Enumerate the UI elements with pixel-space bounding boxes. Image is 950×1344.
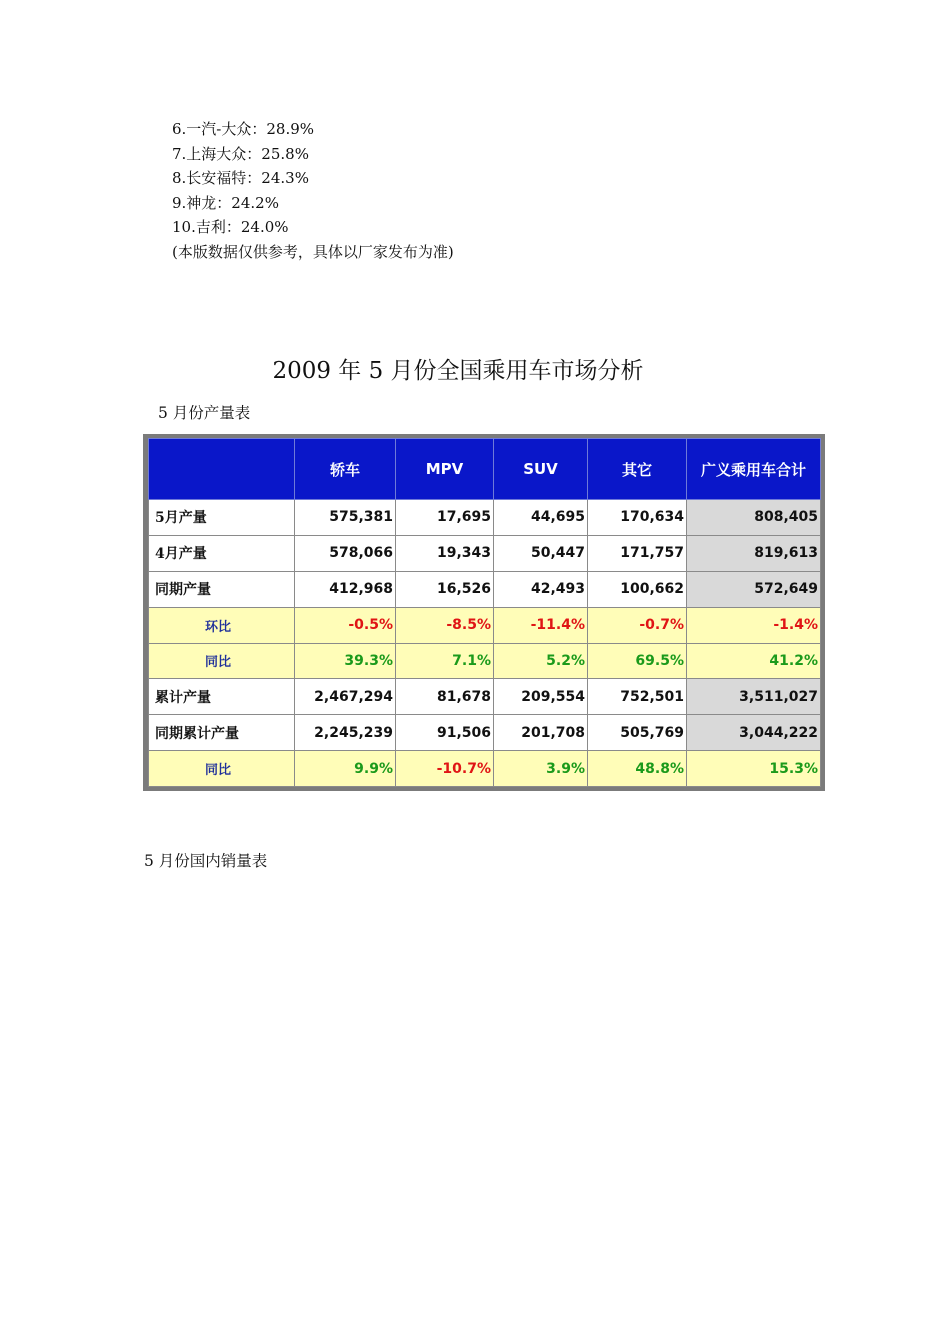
table-row [149, 607, 821, 643]
production-table-frame [143, 434, 825, 791]
table-cell: -0.5% [295, 607, 396, 643]
production-table [148, 438, 821, 787]
table-cell: 7.1% [396, 643, 494, 679]
row-label: 同比 [149, 751, 295, 787]
row-label: 5月产量 [149, 500, 295, 536]
table-cell: 50,447 [494, 535, 588, 571]
sales-table-caption: 5 月份国内销量表 [144, 852, 268, 870]
table-cell: 412,968 [295, 571, 396, 607]
table-cell: 3.9% [494, 751, 588, 787]
table-cell: -10.7% [396, 751, 494, 787]
table-cell: 572,649 [687, 571, 821, 607]
table-cell: 15.3% [687, 751, 821, 787]
table-row [149, 535, 821, 571]
row-label: 累计产量 [149, 679, 295, 715]
table-cell: 201,708 [494, 715, 588, 751]
header-sedan: 轿车 [295, 439, 396, 500]
table-row [149, 643, 821, 679]
table-cell: 808,405 [687, 500, 821, 536]
production-table-caption: 5 月份产量表 [158, 404, 251, 422]
table-cell: -11.4% [494, 607, 588, 643]
table-cell: 69.5% [588, 643, 687, 679]
table-cell: 48.8% [588, 751, 687, 787]
table-cell: 39.3% [295, 643, 396, 679]
ranking-list [172, 117, 454, 265]
table-cell: 17,695 [396, 500, 494, 536]
table-cell: 209,554 [494, 679, 588, 715]
table-cell: 16,526 [396, 571, 494, 607]
table-cell: 42,493 [494, 571, 588, 607]
table-cell: 578,066 [295, 535, 396, 571]
table-header-row [149, 439, 821, 500]
row-label: 环比 [149, 607, 295, 643]
table-cell: 19,343 [396, 535, 494, 571]
header-corner [149, 439, 295, 500]
ranking-item: 8.长安福特：24.3% [172, 169, 309, 188]
table-cell: 5.2% [494, 643, 588, 679]
table-cell: -0.7% [588, 607, 687, 643]
table-cell: 81,678 [396, 679, 494, 715]
table-cell: 2,245,239 [295, 715, 396, 751]
table-cell: 3,511,027 [687, 679, 821, 715]
table-cell: 575,381 [295, 500, 396, 536]
table-cell: 171,757 [588, 535, 687, 571]
table-row [149, 679, 821, 715]
header-other: 其它 [588, 439, 687, 500]
ranking-item: 7.上海大众：25.8% [172, 144, 309, 163]
table-cell: 91,506 [396, 715, 494, 751]
row-label: 同期累计产量 [149, 715, 295, 751]
header-total: 广义乘用车合计 [687, 439, 821, 500]
disclaimer: (本版数据仅供参考，具体以厂家发布为准) [172, 242, 454, 261]
ranking-item: 10.吉利：24.0% [172, 218, 289, 237]
page-title: 2009 年 5 月份全国乘用车市场分析 [272, 358, 644, 384]
table-cell: 44,695 [494, 500, 588, 536]
row-label: 同比 [149, 643, 295, 679]
table-row [149, 715, 821, 751]
ranking-item: 6.一汽-大众：28.9% [172, 120, 315, 138]
table-cell: -1.4% [687, 607, 821, 643]
table-cell: 819,613 [687, 535, 821, 571]
table-cell: 41.2% [687, 643, 821, 679]
table-row [149, 571, 821, 607]
row-label: 同期产量 [149, 571, 295, 607]
table-row [149, 751, 821, 787]
ranking-item: 9.神龙：24.2% [172, 193, 279, 212]
table-row [149, 500, 821, 536]
table-cell: 2,467,294 [295, 679, 396, 715]
table-cell: -8.5% [396, 607, 494, 643]
table-cell: 752,501 [588, 679, 687, 715]
table-cell: 3,044,222 [687, 715, 821, 751]
table-cell: 505,769 [588, 715, 687, 751]
row-label: 4月产量 [149, 535, 295, 571]
table-cell: 170,634 [588, 500, 687, 536]
header-mpv: MPV [396, 439, 494, 500]
table-cell: 100,662 [588, 571, 687, 607]
table-cell: 9.9% [295, 751, 396, 787]
header-suv: SUV [494, 439, 588, 500]
